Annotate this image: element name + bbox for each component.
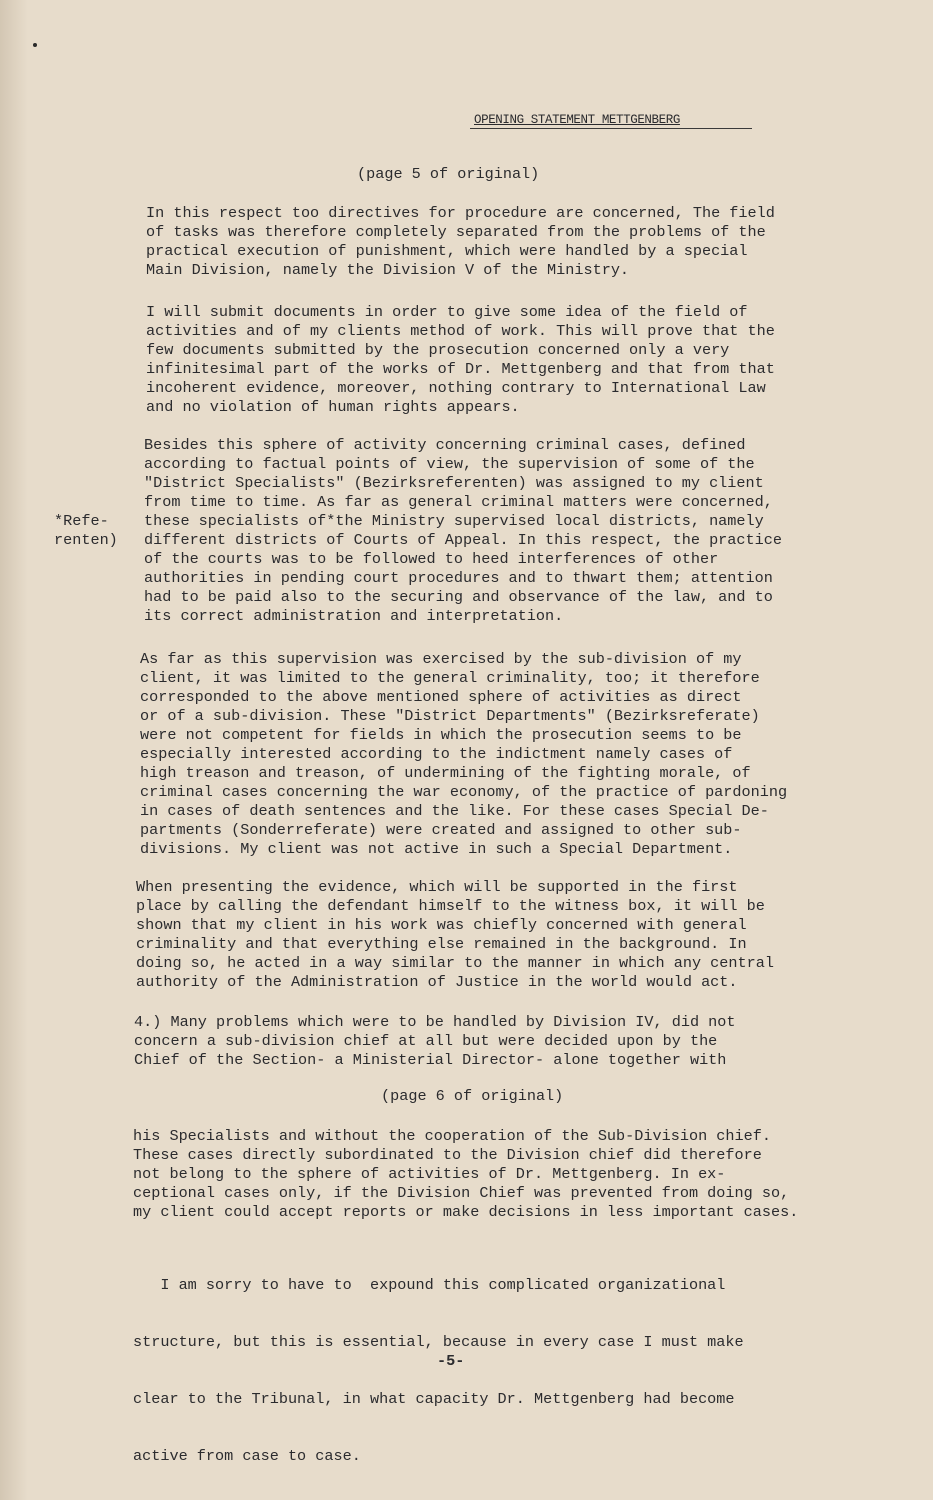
text-line: from time to time. As far as general criminal matters were concerned, xyxy=(144,493,773,511)
page-edge-shadow xyxy=(0,0,28,1500)
text-line: doing so, he acted in a way similar to the manner in which any central xyxy=(136,954,774,972)
paragraph-supervision xyxy=(140,650,787,859)
text-line: Main Division, namely the Division V of the Ministry. xyxy=(146,261,630,279)
text-line: or of a sub-division. These "District Departments" (Bezirksreferate) xyxy=(140,707,760,725)
text-line: not belong to the sphere of activities of Dr. Mettgenberg. In ex- xyxy=(133,1165,726,1183)
text-line: concern a sub-division chief at all but were decided upon by the xyxy=(134,1032,718,1050)
paper-speck xyxy=(33,43,37,47)
text-line: according to factual points of view, the supervision of some of the xyxy=(144,455,755,473)
text-line: different districts of Courts of Appeal. In this respect, the practice xyxy=(144,531,782,549)
text-line: had to be paid also to the securing and observance of the law, and to xyxy=(144,588,773,606)
text-line: structure, but this is essential, because in every case I must make xyxy=(133,1333,744,1351)
text-line: of the courts was to be followed to heed interferences of other xyxy=(144,550,719,568)
text-line: practical execution of punishment, which were handled by a special xyxy=(146,242,748,260)
text-line: I am sorry to have to expound this complicated organizational xyxy=(133,1276,726,1294)
paragraph-specialists xyxy=(133,1127,798,1222)
text-line: corresponded to the above mentioned sphere of activities as direct xyxy=(140,688,742,706)
text-line: and no violation of human rights appears. xyxy=(146,398,520,416)
text-line: in cases of death sentences and the like. For these cases Special De- xyxy=(140,802,769,820)
text-line: client, it was limited to the general criminality, too; it therefore xyxy=(140,669,760,687)
text-line: were not competent for fields in which the prosecution seems to be xyxy=(140,726,742,744)
text-line: authority of the Administration of Justice in the world would act. xyxy=(136,973,738,991)
margin-note xyxy=(54,512,118,550)
paragraph-evidence xyxy=(136,878,774,992)
paragraph-division-iv xyxy=(134,1013,736,1070)
text-line: shown that my client in his work was chiefly concerned with general xyxy=(136,916,747,934)
text-line: especially interested according to the indictment namely cases of xyxy=(140,745,733,763)
text-line: of tasks was therefore completely separated from the problems of the xyxy=(146,223,766,241)
text-line: authorities in pending court procedures and to thwart them; attention xyxy=(144,569,773,587)
paragraph-documents xyxy=(146,303,775,417)
text-line: incoherent evidence, moreover, nothing contrary to International Law xyxy=(146,379,766,397)
text-line: clear to the Tribunal, in what capacity Dr. Mettgenberg had become xyxy=(133,1390,735,1408)
text-line: infinitesimal part of the works of Dr. Mettgenberg and that from that xyxy=(146,360,775,378)
text-line: few documents submitted by the prosecution concerned only a very xyxy=(146,341,730,359)
text-line: active from case to case. xyxy=(133,1447,361,1465)
page-number: -5- xyxy=(437,1352,465,1370)
text-line: divisions. My client was not active in such a Special Department. xyxy=(140,840,733,858)
text-line: ceptional cases only, if the Division Chief was prevented from doing so, xyxy=(133,1184,790,1202)
text-line: In this respect too directives for procedure are concerned, The field xyxy=(146,204,775,222)
margin-note-line: renten) xyxy=(54,531,118,549)
text-line: partments (Sonderreferate) were created and assigned to other sub- xyxy=(140,821,742,839)
margin-note-line: *Refe- xyxy=(54,512,109,530)
paragraph-procedure-directives xyxy=(146,204,775,280)
text-line: When presenting the evidence, which will be supported in the first xyxy=(136,878,738,896)
header-underline xyxy=(470,128,752,129)
text-line: activities and of my clients method of work. This will prove that the xyxy=(146,322,775,340)
text-line: Besides this sphere of activity concerning criminal cases, defined xyxy=(144,436,746,454)
text-line: high treason and treason, of undermining of the fighting morale, of xyxy=(140,764,751,782)
paragraph-district-specialists xyxy=(144,436,782,626)
document-header: OPENING STATEMENT METTGENBERG xyxy=(474,113,680,127)
text-line: place by calling the defendant himself to the witness box, it will be xyxy=(136,897,765,915)
original-page-marker: (page 5 of original) xyxy=(357,165,540,183)
text-line: these specialists of*the Ministry supervised local districts, namely xyxy=(144,512,764,530)
text-line: As far as this supervision was exercised by the sub-division of my xyxy=(140,650,742,668)
original-page-marker: (page 6 of original) xyxy=(381,1087,564,1105)
text-line: its correct administration and interpretation. xyxy=(144,607,564,625)
text-line: criminality and that everything else remained in the background. In xyxy=(136,935,747,953)
text-line: 4.) Many problems which were to be handled by Division IV, did not xyxy=(134,1013,736,1031)
text-line: Chief of the Section- a Ministerial Director- alone together with xyxy=(134,1051,727,1069)
text-line: criminal cases concerning the war economy, of the practice of pardoning xyxy=(140,783,788,801)
text-line: I will submit documents in order to give some idea of the field of xyxy=(146,303,748,321)
text-line: "District Specialists" (Bezirksreferenten) was assigned to my client xyxy=(144,474,764,492)
text-line: my client could accept reports or make decisions in less important cases. xyxy=(133,1203,799,1221)
text-line: his Specialists and without the cooperation of the Sub-Division chief. xyxy=(133,1127,771,1145)
text-line: These cases directly subordinated to the Division chief did therefore xyxy=(133,1146,762,1164)
